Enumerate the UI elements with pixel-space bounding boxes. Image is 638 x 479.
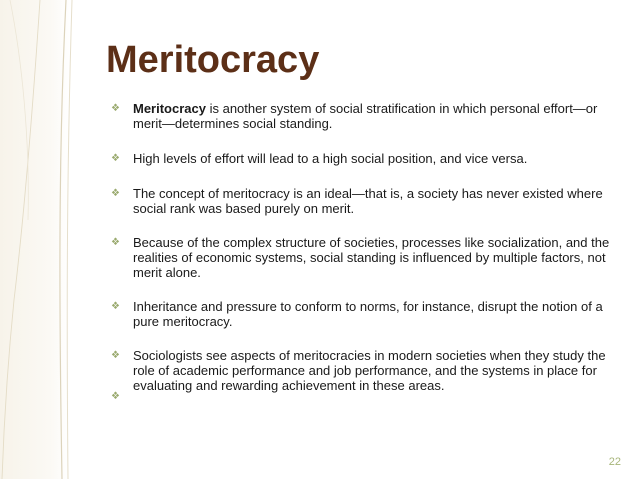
bullet-item: [111, 151, 625, 166]
bullet-item: [111, 348, 625, 393]
bullet-marker-icon: ❖: [111, 301, 120, 312]
bullet-text: is another system of social stratification in which personal effort—or merit—determines social standing.: [133, 101, 598, 131]
decorative-curve-lines: [0, 0, 80, 479]
bullet-marker-icon: ❖: [111, 237, 120, 248]
bullet-bold-term: Meritocracy: [133, 101, 206, 116]
bullet-text: Because of the complex structure of societies, processes like socialization, and the realities of economic systems, social standing is influenced by multiple factors, not merit alone.: [133, 235, 610, 280]
bullet-marker-icon: ❖: [111, 103, 120, 114]
bullet-text: The concept of meritocracy is an ideal—that is, a society has never existed where social rank was based purely on merit.: [133, 186, 603, 216]
bullet-item: [111, 101, 625, 131]
bullet-marker-icon: ❖: [111, 188, 120, 199]
page-number: 22: [608, 456, 621, 468]
bullet-marker-icon: ❖: [111, 350, 120, 361]
bullet-item: [111, 186, 625, 216]
bullet-marker-icon: ❖: [111, 391, 120, 402]
bullet-text: High levels of effort will lead to a high social position, and vice versa.: [133, 151, 528, 166]
slide-title: Meritocracy: [106, 39, 320, 81]
bullet-text: Sociologists see aspects of meritocracies in modern societies when they study the role of academic performance and job performance, and the systems in place for evaluating and rewarding achievement in these areas.: [133, 348, 606, 393]
bullet-item: [111, 235, 625, 280]
bullet-text: Inheritance and pressure to conform to norms, for instance, disrupt the notion of a pure meritocracy.: [133, 299, 603, 329]
bullet-marker-icon: ❖: [111, 153, 120, 164]
bullet-item: [111, 299, 625, 329]
